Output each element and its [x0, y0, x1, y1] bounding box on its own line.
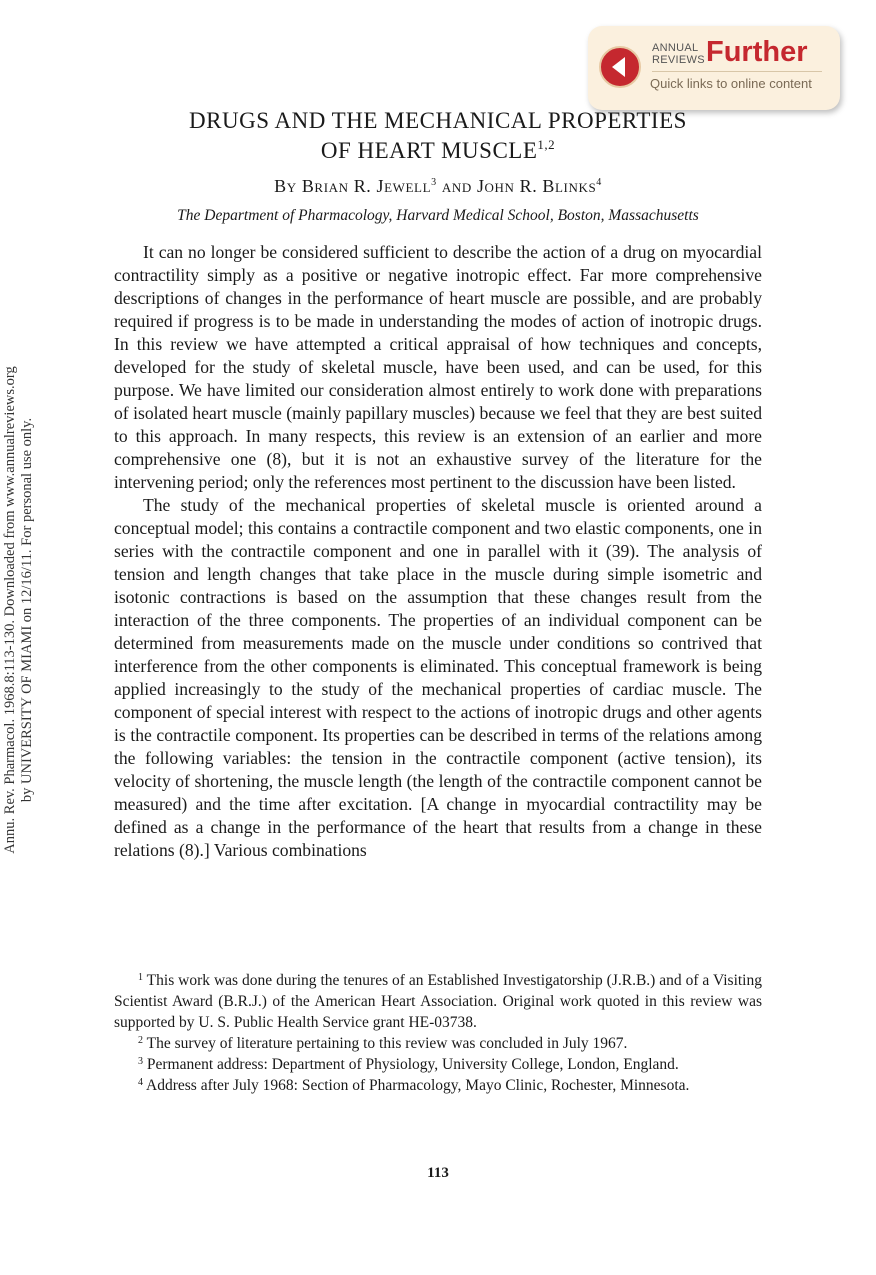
footnote-4: $^4$ Address after July 1968: Section of Pharmacology, Mayo Clinic, Rochester, Minnesota. [138, 1077, 690, 1094]
title-line2: OF HEART MUSCLE$^{1,2}$ [320, 137, 556, 163]
download-notice-line2: by UNIVERSITY OF MIAMI on 12/16/11. For personal use only. [19, 417, 35, 803]
download-notice-line1: Annu. Rev. Pharmacol. 1968.8:113-130. Downloaded from www.annualreviews.org [2, 366, 18, 854]
back-arrow-icon [599, 46, 641, 88]
article-title [100, 106, 776, 166]
download-notice [2, 300, 36, 920]
footnote-2: $^2$ The survey of literature pertaining to this review was concluded in July 1967. [138, 1035, 628, 1052]
further-label: Further [706, 36, 808, 68]
annual-reviews-further-badge[interactable] [588, 26, 840, 110]
affiliation: The Department of Pharmacology, Harvard Medical School, Boston, Massachusetts [177, 207, 699, 224]
author1-footnote-ref[interactable]: 3 [431, 177, 437, 188]
paragraph-1: It can no longer be considered sufficient to describe the action of a drug on myocardial contractility simply as a positive or negative inotropic effect. Far more comprehensive descriptions of changes in the performance of heart muscle are possible, and are probably required if progress is to be made in understanding the modes of action of inotropic drugs. In this review we have attempted a critical appraisal of how techniques and concepts, developed for the study of skeletal muscle, have been used, and can be used, for this purpose. We have limited our consideration almost entirely to work done with preparations of isolated heart muscle (mainly papillary muscles) because we feel that they are best suited to this approach. In many respects, this review is an extension of an earlier and more comprehensive one (8), but it is not an exhaustive survey of the literature for the intervening period; only the references most pertinent to the discussion have been listed. [114, 242, 762, 492]
article-body [114, 241, 762, 862]
page-number: 113 [427, 1165, 449, 1181]
author-jewell: Brian R. Jewell [301, 176, 432, 196]
footnotes [114, 970, 762, 1096]
title-footnote-refs[interactable]: 1,2 [537, 137, 556, 152]
title-line1: DRUGS AND THE MECHANICAL PROPERTIES [189, 108, 687, 133]
annual-reviews-logo-text: ANNUAL REVIEWS [652, 42, 705, 66]
article-authors: By Brian R. Jewell$^3$ and John R. Blinks$^4$ [274, 176, 602, 196]
paragraph-2: The study of the mechanical properties of skeletal muscle is oriented around a conceptual model; this contains a contractile component and two elastic components, one in series with the contractile component and one in parallel with it (39). The analysis of tension and length changes that take place in the muscle during simple isometric and isotonic contractions is based on the assumption that these changes result from the interaction of the three components. The properties of an individual component can be determined from measurements made on the muscle under conditions so contrived that interference from the other components is eliminated. This conceptual framework is being applied increasingly to the study of the mechanical properties of cardiac muscle. The component of special interest with respect to the actions of inotropic drugs and other agents is the contractile component. Its properties can be described in terms of the relations among the following variables: the tension in the contractile component (active tension), its velocity of shortening, the muscle length (the length of the contractile component cannot be measured) and the time after excitation. [A change in myocardial contractility may be defined as a change in the performance of the heart that results from a change in these relations (8).] Various combinations [114, 495, 762, 860]
author2-footnote-ref[interactable]: 4 [596, 177, 602, 188]
quick-links-link[interactable]: Quick links to online content [650, 76, 812, 91]
footnote-3: $^3$ Permanent address: Department of Physiology, University College, London, England. [138, 1056, 679, 1073]
footnote-1: $^1$ This work was done during the tenures of an Established Investigatorship (J.R.B.) and of a Visiting Scientist Award (B.R.J.) of the American Heart Association. Original work quoted in this review was supported by U. S. Public Health Service grant HE-03738. [114, 972, 762, 1031]
badge-divider [652, 71, 822, 72]
author-blinks: John R. Blinks [476, 176, 597, 196]
